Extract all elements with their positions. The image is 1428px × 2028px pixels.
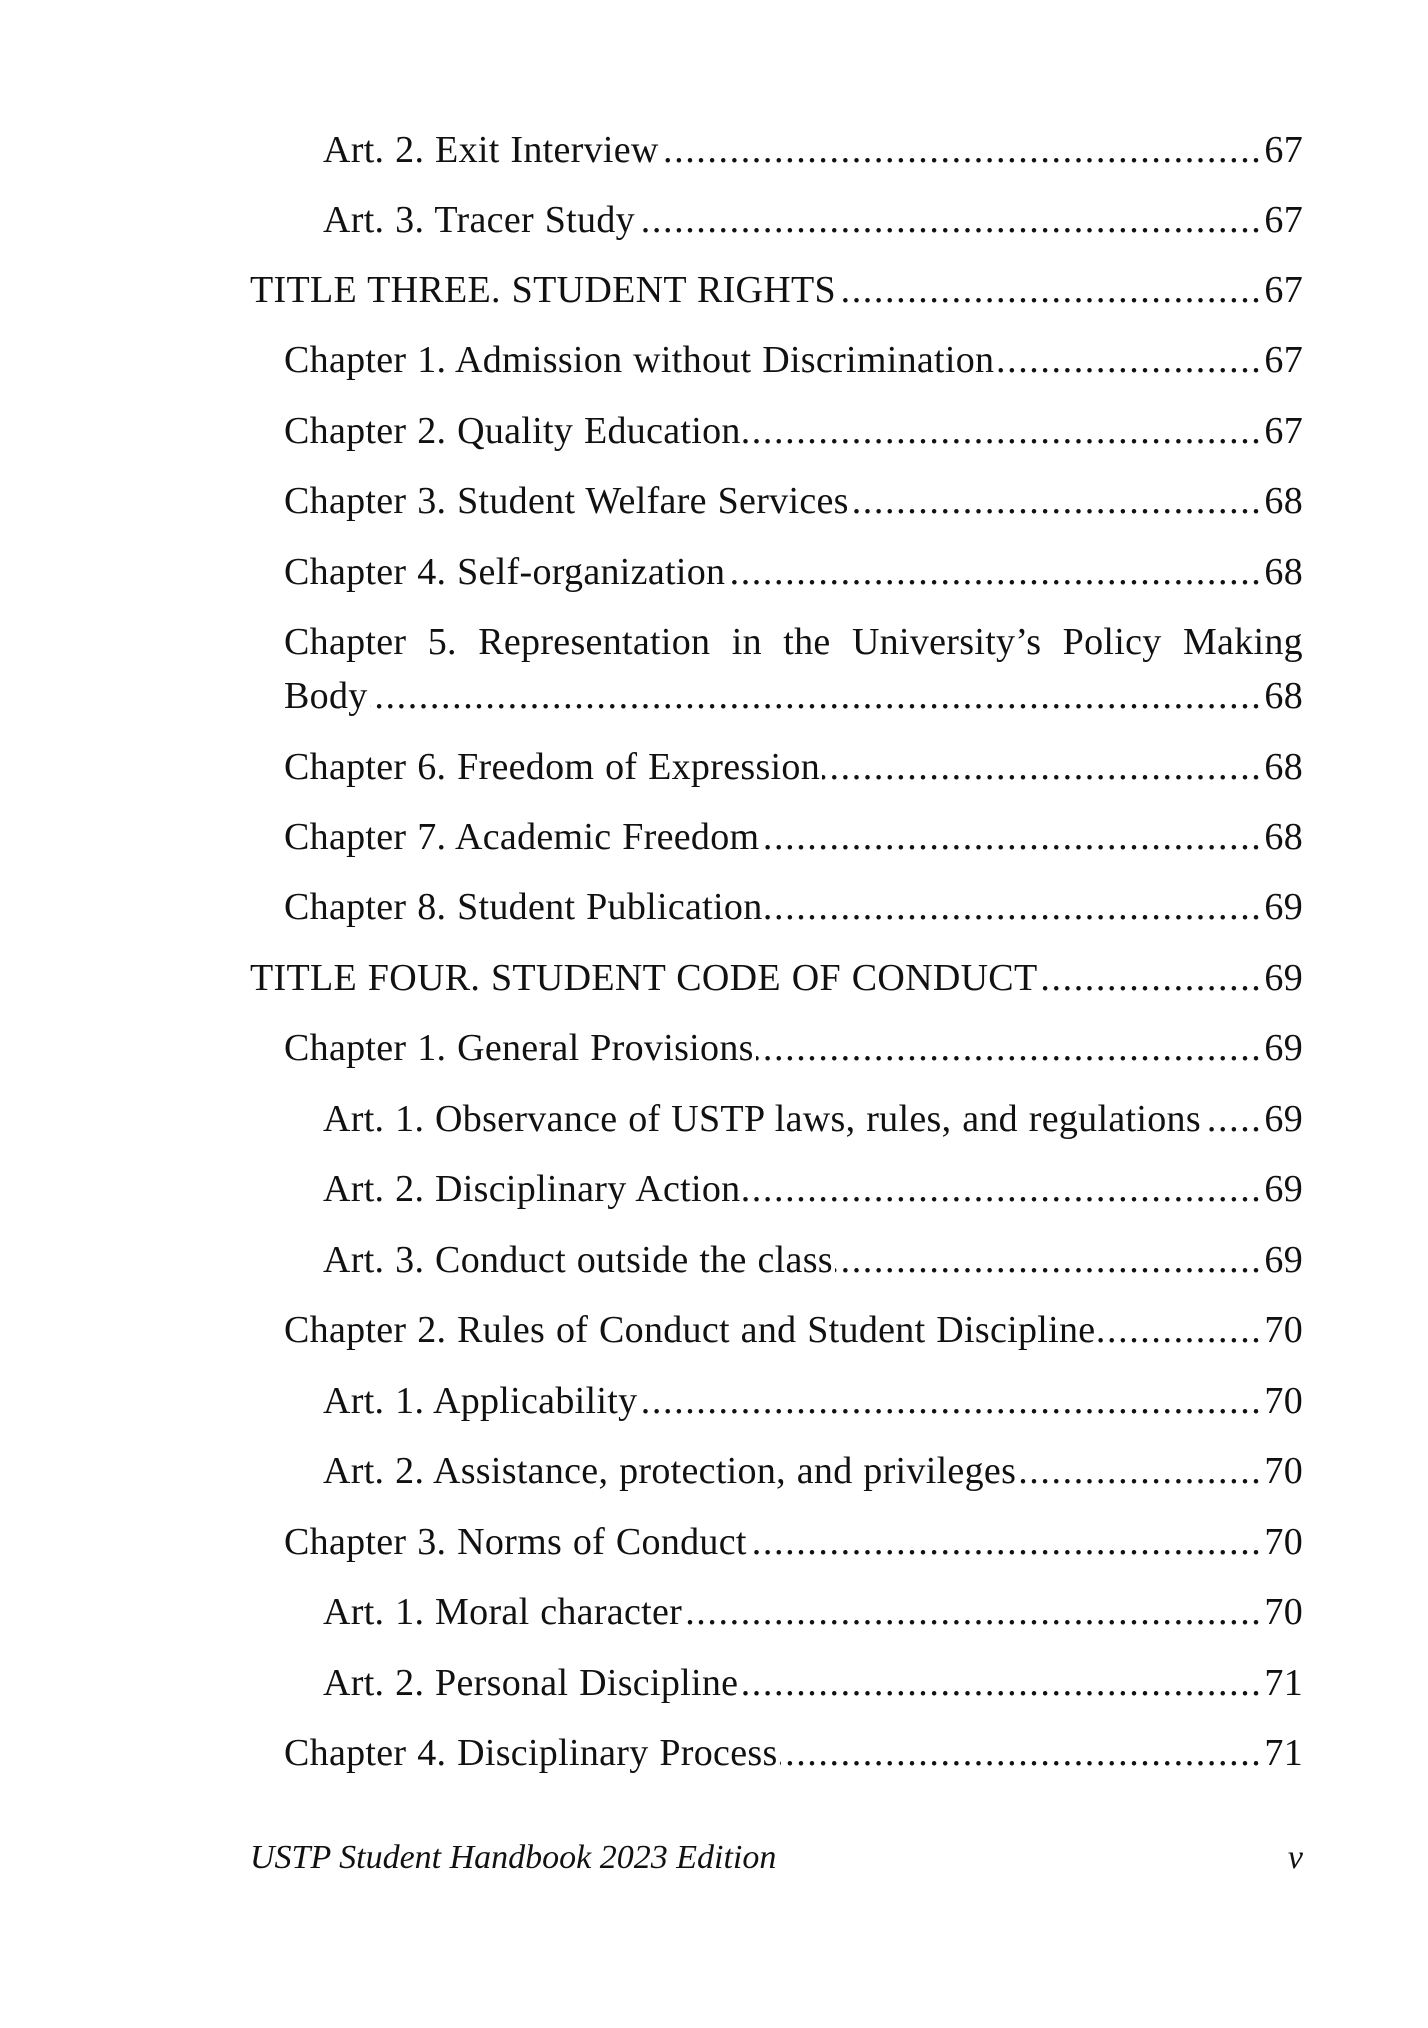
word: in bbox=[731, 621, 762, 663]
toc-entry-label: Art. 3. Tracer Study bbox=[323, 199, 635, 241]
toc-entry-page: 67 bbox=[1264, 129, 1303, 171]
toc-entry-page: 70 bbox=[1264, 1309, 1303, 1351]
dot-leader bbox=[996, 335, 1262, 385]
word: Making bbox=[1182, 621, 1303, 663]
toc-entry-page: 67 bbox=[1264, 199, 1303, 241]
toc-entry-page: 69 bbox=[1264, 1239, 1303, 1281]
toc-entry-page: 69 bbox=[1264, 1168, 1303, 1210]
word: Chapter bbox=[284, 621, 407, 663]
toc-entry-label: Chapter 3. Norms of Conduct bbox=[284, 1521, 747, 1563]
toc-entry-label: Chapter 4. Disciplinary Process bbox=[284, 1732, 778, 1774]
toc-entry[interactable] bbox=[0, 1023, 1303, 1073]
toc-entry[interactable] bbox=[0, 671, 1303, 721]
toc-entry[interactable] bbox=[0, 742, 1303, 792]
dot-leader bbox=[1203, 1094, 1262, 1144]
toc-entry-page: 70 bbox=[1264, 1521, 1303, 1563]
toc-entry-page: 67 bbox=[1264, 339, 1303, 381]
toc-entry[interactable] bbox=[0, 1517, 1303, 1567]
toc-entry[interactable] bbox=[0, 335, 1303, 385]
toc-entry-page: 70 bbox=[1264, 1380, 1303, 1422]
toc-entry-label: Art. 2. Assistance, protection, and privileges bbox=[323, 1450, 1017, 1492]
dot-leader bbox=[1039, 953, 1262, 1003]
toc-entry-label: Art. 2. Exit Interview bbox=[323, 129, 659, 171]
word: Policy bbox=[1062, 621, 1162, 663]
dot-leader bbox=[684, 1587, 1262, 1637]
toc-entry-page: 68 bbox=[1264, 480, 1303, 522]
toc-entry-page: 69 bbox=[1264, 1098, 1303, 1140]
page-footer bbox=[250, 1838, 1303, 1878]
toc-entry-label: TITLE THREE. STUDENT RIGHTS bbox=[250, 269, 836, 311]
dot-leader bbox=[1018, 1446, 1262, 1496]
toc-entry-page: 68 bbox=[1264, 675, 1303, 717]
toc-entry[interactable] bbox=[0, 882, 1303, 932]
toc-entry-label: Chapter 8. Student Publication bbox=[284, 886, 763, 928]
toc-entry-label: Art. 2. Disciplinary Action bbox=[323, 1168, 741, 1210]
toc-entry-label: Art. 1. Observance of USTP laws, rules, and regulations bbox=[323, 1098, 1201, 1140]
word: 5. bbox=[427, 621, 457, 663]
toc-entry-label: Chapter 7. Academic Freedom bbox=[284, 816, 760, 858]
toc-entry[interactable] bbox=[0, 1446, 1303, 1496]
toc-entry-label: Chapter 2. Rules of Conduct and Student Discipline bbox=[284, 1309, 1096, 1351]
toc-entry[interactable] bbox=[0, 1164, 1303, 1214]
toc-entry[interactable] bbox=[0, 1094, 1303, 1144]
toc-entry[interactable] bbox=[0, 125, 1303, 175]
footer-page-number: v bbox=[1287, 1839, 1303, 1876]
toc-entry[interactable] bbox=[0, 547, 1303, 597]
toc-entry-label: Chapter 2. Quality Education bbox=[284, 410, 741, 452]
toc-entry-label: Art. 2. Personal Discipline bbox=[323, 1662, 739, 1704]
dot-leader bbox=[756, 1023, 1263, 1073]
toc-entry[interactable] bbox=[0, 1658, 1303, 1708]
dot-leader bbox=[1097, 1305, 1262, 1355]
toc-entry-label: Chapter 6. Freedom of Expression bbox=[284, 746, 820, 788]
toc-entry[interactable] bbox=[0, 476, 1303, 526]
word: Representation bbox=[478, 621, 711, 663]
dot-leader bbox=[835, 1235, 1263, 1285]
toc-entry-page: 70 bbox=[1264, 1591, 1303, 1633]
dot-leader bbox=[838, 265, 1262, 315]
dot-leader bbox=[637, 195, 1262, 245]
toc-entry-page: 68 bbox=[1264, 746, 1303, 788]
dot-leader bbox=[742, 1164, 1262, 1214]
toc-entry-page: 71 bbox=[1264, 1662, 1303, 1704]
toc-entry[interactable] bbox=[0, 1376, 1303, 1426]
dot-leader bbox=[780, 1728, 1263, 1778]
toc-entry-page: 69 bbox=[1264, 1027, 1303, 1069]
toc-entry-label: Chapter 1. General Provisions bbox=[284, 1027, 754, 1069]
dot-leader bbox=[765, 882, 1263, 932]
toc-entry[interactable] bbox=[0, 1728, 1303, 1778]
toc-entry-label: Body bbox=[284, 675, 368, 717]
dot-leader bbox=[370, 671, 1263, 721]
toc-entry[interactable] bbox=[0, 406, 1303, 456]
dot-leader bbox=[761, 812, 1262, 862]
toc-entry-wrapped-line[interactable] bbox=[284, 617, 1303, 667]
toc-entry-page: 70 bbox=[1264, 1450, 1303, 1492]
toc-entry-page: 69 bbox=[1264, 957, 1303, 999]
word: the bbox=[783, 621, 831, 663]
toc-entry-page: 67 bbox=[1264, 410, 1303, 452]
dot-leader bbox=[661, 125, 1263, 175]
toc-entry-label: TITLE FOUR. STUDENT CODE OF CONDUCT bbox=[250, 957, 1038, 999]
dot-leader bbox=[851, 476, 1263, 526]
toc-entry-label: Art. 1. Moral character bbox=[323, 1591, 683, 1633]
toc-entry[interactable] bbox=[0, 1235, 1303, 1285]
toc-entry-label: Art. 1. Applicability bbox=[323, 1380, 638, 1422]
dot-leader bbox=[727, 547, 1262, 597]
toc-entry-page: 68 bbox=[1264, 551, 1303, 593]
word: University’s bbox=[851, 621, 1042, 663]
dot-leader bbox=[639, 1376, 1262, 1426]
toc-entry[interactable] bbox=[0, 1587, 1303, 1637]
toc-entry[interactable] bbox=[0, 1305, 1303, 1355]
dot-leader bbox=[740, 1658, 1262, 1708]
dot-leader bbox=[822, 742, 1262, 792]
toc-entry-label: Art. 3. Conduct outside the class bbox=[323, 1239, 833, 1281]
toc-entry[interactable] bbox=[0, 265, 1303, 315]
toc-entry-label: Chapter 1. Admission without Discrimination bbox=[284, 339, 995, 381]
toc-entry[interactable] bbox=[0, 953, 1303, 1003]
dot-leader bbox=[743, 406, 1263, 456]
toc-entry-page: 68 bbox=[1264, 816, 1303, 858]
footer-title: USTP Student Handbook 2023 Edition bbox=[250, 1839, 777, 1876]
toc-entry-page: 71 bbox=[1264, 1732, 1303, 1774]
toc-entry-page: 69 bbox=[1264, 886, 1303, 928]
toc-entry[interactable] bbox=[0, 195, 1303, 245]
toc-entry-label: Chapter 4. Self-organization bbox=[284, 551, 726, 593]
toc-entry[interactable] bbox=[0, 812, 1303, 862]
dot-leader bbox=[749, 1517, 1263, 1567]
toc-entry-page: 67 bbox=[1264, 269, 1303, 311]
toc-entry-label: Chapter 3. Student Welfare Services bbox=[284, 480, 849, 522]
